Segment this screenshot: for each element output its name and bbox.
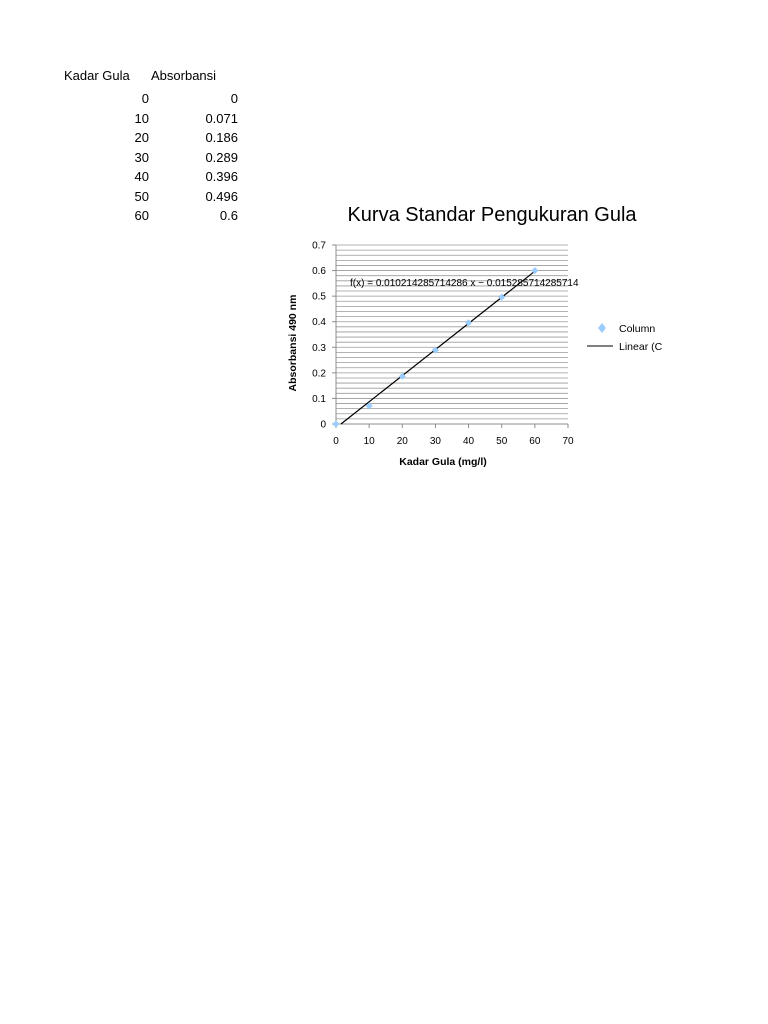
- x-tick-label: 0: [333, 436, 339, 447]
- table-cell: 0.186: [205, 130, 238, 145]
- x-axis-label: Kadar Gula (mg/l): [399, 456, 487, 468]
- x-tick-label: 60: [529, 436, 541, 447]
- y-tick-label: 0.1: [312, 393, 326, 405]
- table-cell: 0: [230, 91, 238, 106]
- header-absorbansi: Absorbansi: [151, 68, 217, 83]
- x-tick-label: 10: [363, 436, 375, 447]
- y-tick-label: 0: [320, 419, 326, 431]
- y-tick-label: 0.5: [312, 291, 326, 303]
- legend: [587, 323, 663, 353]
- x-tick-label: 20: [396, 436, 408, 447]
- table-cell: 60: [134, 208, 149, 223]
- chart-title: Kurva Standar Pengukuran Gula: [347, 204, 637, 226]
- y-tick-label: 0.2: [312, 368, 326, 380]
- table-cell: 30: [134, 149, 149, 165]
- x-tick-label: 40: [463, 436, 475, 447]
- trendline-equation: f(x) = 0.010214285714286 x − 0.015285714285714: [350, 278, 579, 289]
- legend-marker-diamond: [598, 323, 606, 333]
- header-kadar-gula: Kadar Gula: [64, 68, 130, 83]
- table-cell: 50: [134, 188, 149, 204]
- table-cell: 40: [134, 169, 149, 184]
- table-cell: 0.496: [205, 188, 238, 204]
- x-tick-label: 70: [562, 436, 574, 447]
- table-cell: 20: [134, 130, 149, 145]
- x-tick-label: 30: [429, 436, 441, 447]
- y-tick-label: 0.4: [312, 317, 326, 329]
- table-cell: 0.289: [205, 149, 238, 165]
- legend-label-column: Column: [619, 323, 656, 335]
- y-tick-label: 0.3: [312, 342, 326, 354]
- table-cell: 0.6: [219, 208, 238, 223]
- y-tick-label: 0.6: [312, 266, 326, 278]
- table-cell: 0.396: [205, 169, 238, 184]
- table-cell: 0.071: [205, 110, 238, 126]
- table-cell: 10: [134, 110, 149, 126]
- data-point-diamond: [333, 421, 340, 428]
- table-cell: 0: [141, 91, 149, 106]
- x-tick-label: 50: [496, 436, 508, 447]
- y-tick-label: 0.7: [312, 240, 326, 252]
- legend-label-linear: Linear (C: [619, 341, 663, 353]
- y-axis-label: Absorbansi 490 nm: [287, 294, 299, 392]
